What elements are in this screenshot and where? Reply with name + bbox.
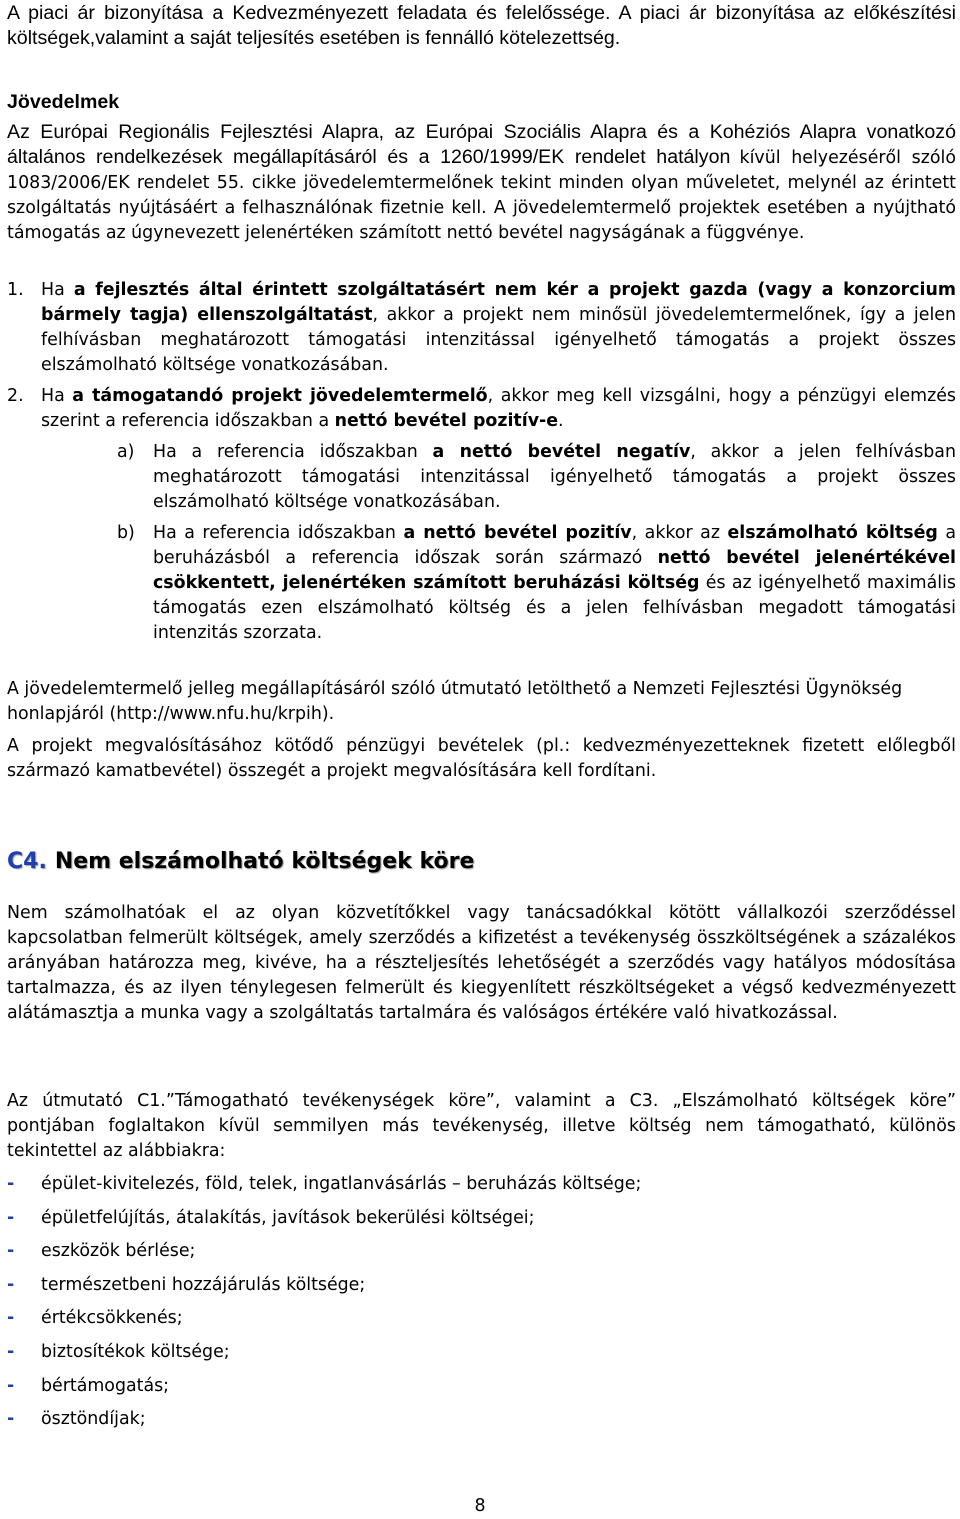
list-item <box>7 1239 956 1273</box>
sub-item-b <box>117 521 956 646</box>
excluded-costs-list <box>7 1172 956 1441</box>
list-item-text: épületfelújítás, átalakítás, javítások bekerülési költségei; <box>41 1207 535 1228</box>
sub-b-bold1: a nettó bevétel pozitív <box>403 523 632 543</box>
list-item <box>7 1306 956 1340</box>
numbered-item-2 <box>7 384 956 434</box>
list-item-text: természetbeni hozzájárulás költsége; <box>41 1274 366 1295</box>
c4-paragraph-2: Az útmutató C1.”Támogatható tevékenységek köre”, valamint a C3. „Elszámolható költségek köre” pontjában foglaltakon kívül semmilyen más tevékenység, illetve költség nem támogatható, különös tekintettel az alábbiakra: <box>7 1091 956 1161</box>
sub-item-label: b) <box>117 523 135 543</box>
intro-paragraph: A piaci ár bizonyítása a Kedvezményezett feladata és felelőssége. A piaci ár bizonyítása az előkészítési költségek,valamint a saját teljesítés esetében is fennálló kötelezettség. <box>7 2 956 49</box>
sub-a-post: , akkor a jelen felhívásban meghatározott támogatási intenzitással igényelhető támogatás a projekt összes elszámolható költsége vonatkozásában. <box>153 442 956 512</box>
sub-a-pre: Ha a referencia időszakban <box>153 442 433 462</box>
jovedelmek-text-part3: cikke jövedelemtermelőnek tekint minden olyan műveletet, melynél az érintett szolgáltatás nyújtásáért a felhasználónak fizetnie kell. <box>7 173 957 218</box>
section-number: C4. <box>7 849 47 874</box>
sub-item-a <box>117 440 956 515</box>
jovedelmek-text-part2: kívül helyezéséről szóló 1083/2006/EK rendelet 55. <box>7 148 956 193</box>
list-item-text: eszközök bérlése; <box>41 1241 196 1262</box>
list-item-text: értékcsökkenés; <box>41 1308 183 1329</box>
list-item <box>7 1172 956 1206</box>
dash-bullet: - <box>7 1207 15 1228</box>
item2-pre: Ha <box>41 386 73 406</box>
jovedelmek-paragraph <box>7 120 956 246</box>
list-item <box>7 1374 956 1408</box>
list-item <box>7 1340 956 1374</box>
sub-b-bold3: nettó bevétel jelenértékével csökkentett, jelenértéken számított beruházási költség <box>153 548 956 593</box>
dash-bullet: - <box>7 1274 15 1295</box>
list-item <box>7 1273 956 1307</box>
item-number: 2. <box>7 386 24 406</box>
c4-paragraph-1: Nem számolhatóak el az olyan közvetítőkkel vagy tanácsadókkal kötött vállalkozói szerződéssel kapcsolatban felmerült költségek, amely szerződés a kifizetést a tevékenység összköltségének a százalékos arányában határozza meg, kivéve, ha a részteljesítés lehetőségét a szerződés vagy hatályos módosítása tartalmazza, és az ilyen ténylegesen felmerült és kiegyenlített részköltségeket a végső kedvezményezett alátámasztja a munka vagy a szolgáltatás tartalmára és valóságos értékére való hivatkozással. <box>7 903 956 1023</box>
dash-bullet: - <box>7 1241 15 1262</box>
dash-bullet: - <box>7 1174 15 1194</box>
page-number: 8 <box>474 1496 486 1516</box>
guide-note-paragraph: A jövedelemtermelő jelleg megállapításáról szóló útmutató letölthető a Nemzeti Fejlesztési Ügynökség honlapjáról (http://www.nfu.hu/krpih). <box>7 679 903 724</box>
jovedelmek-heading: Jövedelmek <box>7 91 120 113</box>
item-number: 1. <box>7 280 24 300</box>
dash-bullet: - <box>7 1375 15 1396</box>
item1-bold: a fejlesztés által érintett szolgáltatásért nem kér a projekt gazda (vagy a konzorcium bármely tagja) ellenszolgáltatást <box>41 280 956 325</box>
list-item-text: épület-kivitelezés, föld, telek, ingatlanvásárlás – beruházás költsége; <box>41 1174 642 1194</box>
list-item-text: biztosítékok költsége; <box>41 1341 230 1362</box>
item2-bold2: nettó bevétel pozitív-e <box>334 411 559 431</box>
sub-b-post: és az igényelhető maximális támogatás ezen elszámolható költség és a jelen felhívásban megadott támogatási intenzitás szorzata. <box>153 573 956 643</box>
list-item-text: bértámogatás; <box>41 1375 170 1396</box>
sub-b-bold2: elszámolható költség <box>727 523 938 543</box>
section-title: Nem elszámolható költségek köre <box>54 849 475 874</box>
sub-b-mid2: a beruházásból a referencia időszak során származó <box>153 523 957 568</box>
dash-bullet: - <box>7 1308 15 1329</box>
sub-b-mid1: , akkor az <box>631 523 728 543</box>
item1-pre: Ha <box>41 280 74 300</box>
item2-post: . <box>558 411 564 431</box>
item1-post: , akkor a projekt nem minősül jövedelemtermelőnek, így a jelen felhívásban meghatározott támogatási intenzitással igényelhető támogatás a projekt összes elszámolható költsége vonatkozásában. <box>41 305 956 375</box>
financial-note-paragraph: A projekt megvalósításához kötődő pénzügyi bevételek (pl.: kedvezményezetteknek fizetett előlegből származó kamatbevétel) összegét a projekt megvalósítására kell fordítani. <box>7 736 956 781</box>
item2-bold1: a támogatandó projekt jövedelemtermelő <box>72 386 488 406</box>
list-item <box>7 1407 956 1441</box>
sub-b-pre: Ha a referencia időszakban <box>153 523 404 543</box>
dash-bullet: - <box>7 1341 15 1362</box>
jovedelmek-text-part4: A jövedelemtermelő projektek esetében a nyújtható támogatás az úgynevezett jelenértéken számított nettó bevétel nagyságának a függvénye. <box>7 198 956 243</box>
jovedelmek-text-part1: Az Európai Regionális Fejlesztési Alapra, az Európai Szociális Alapra és a Kohéziós Alapra vonatkozó általános rendelkezések megállapításáról és a 1260/1999/EK rendelet hatályon <box>7 121 956 168</box>
sub-a-bold: a nettó bevétel negatív <box>432 442 691 462</box>
list-item <box>7 1206 956 1240</box>
section-heading-c4 <box>7 847 474 877</box>
item2-mid: , akkor meg kell vizsgálni, hogy a pénzügyi elemzés szerint a referencia időszakban a <box>41 386 956 431</box>
numbered-item-1 <box>7 278 956 378</box>
dash-bullet: - <box>7 1409 15 1430</box>
list-item-text: ösztöndíjak; <box>41 1409 146 1430</box>
sub-item-label: a) <box>117 442 135 462</box>
